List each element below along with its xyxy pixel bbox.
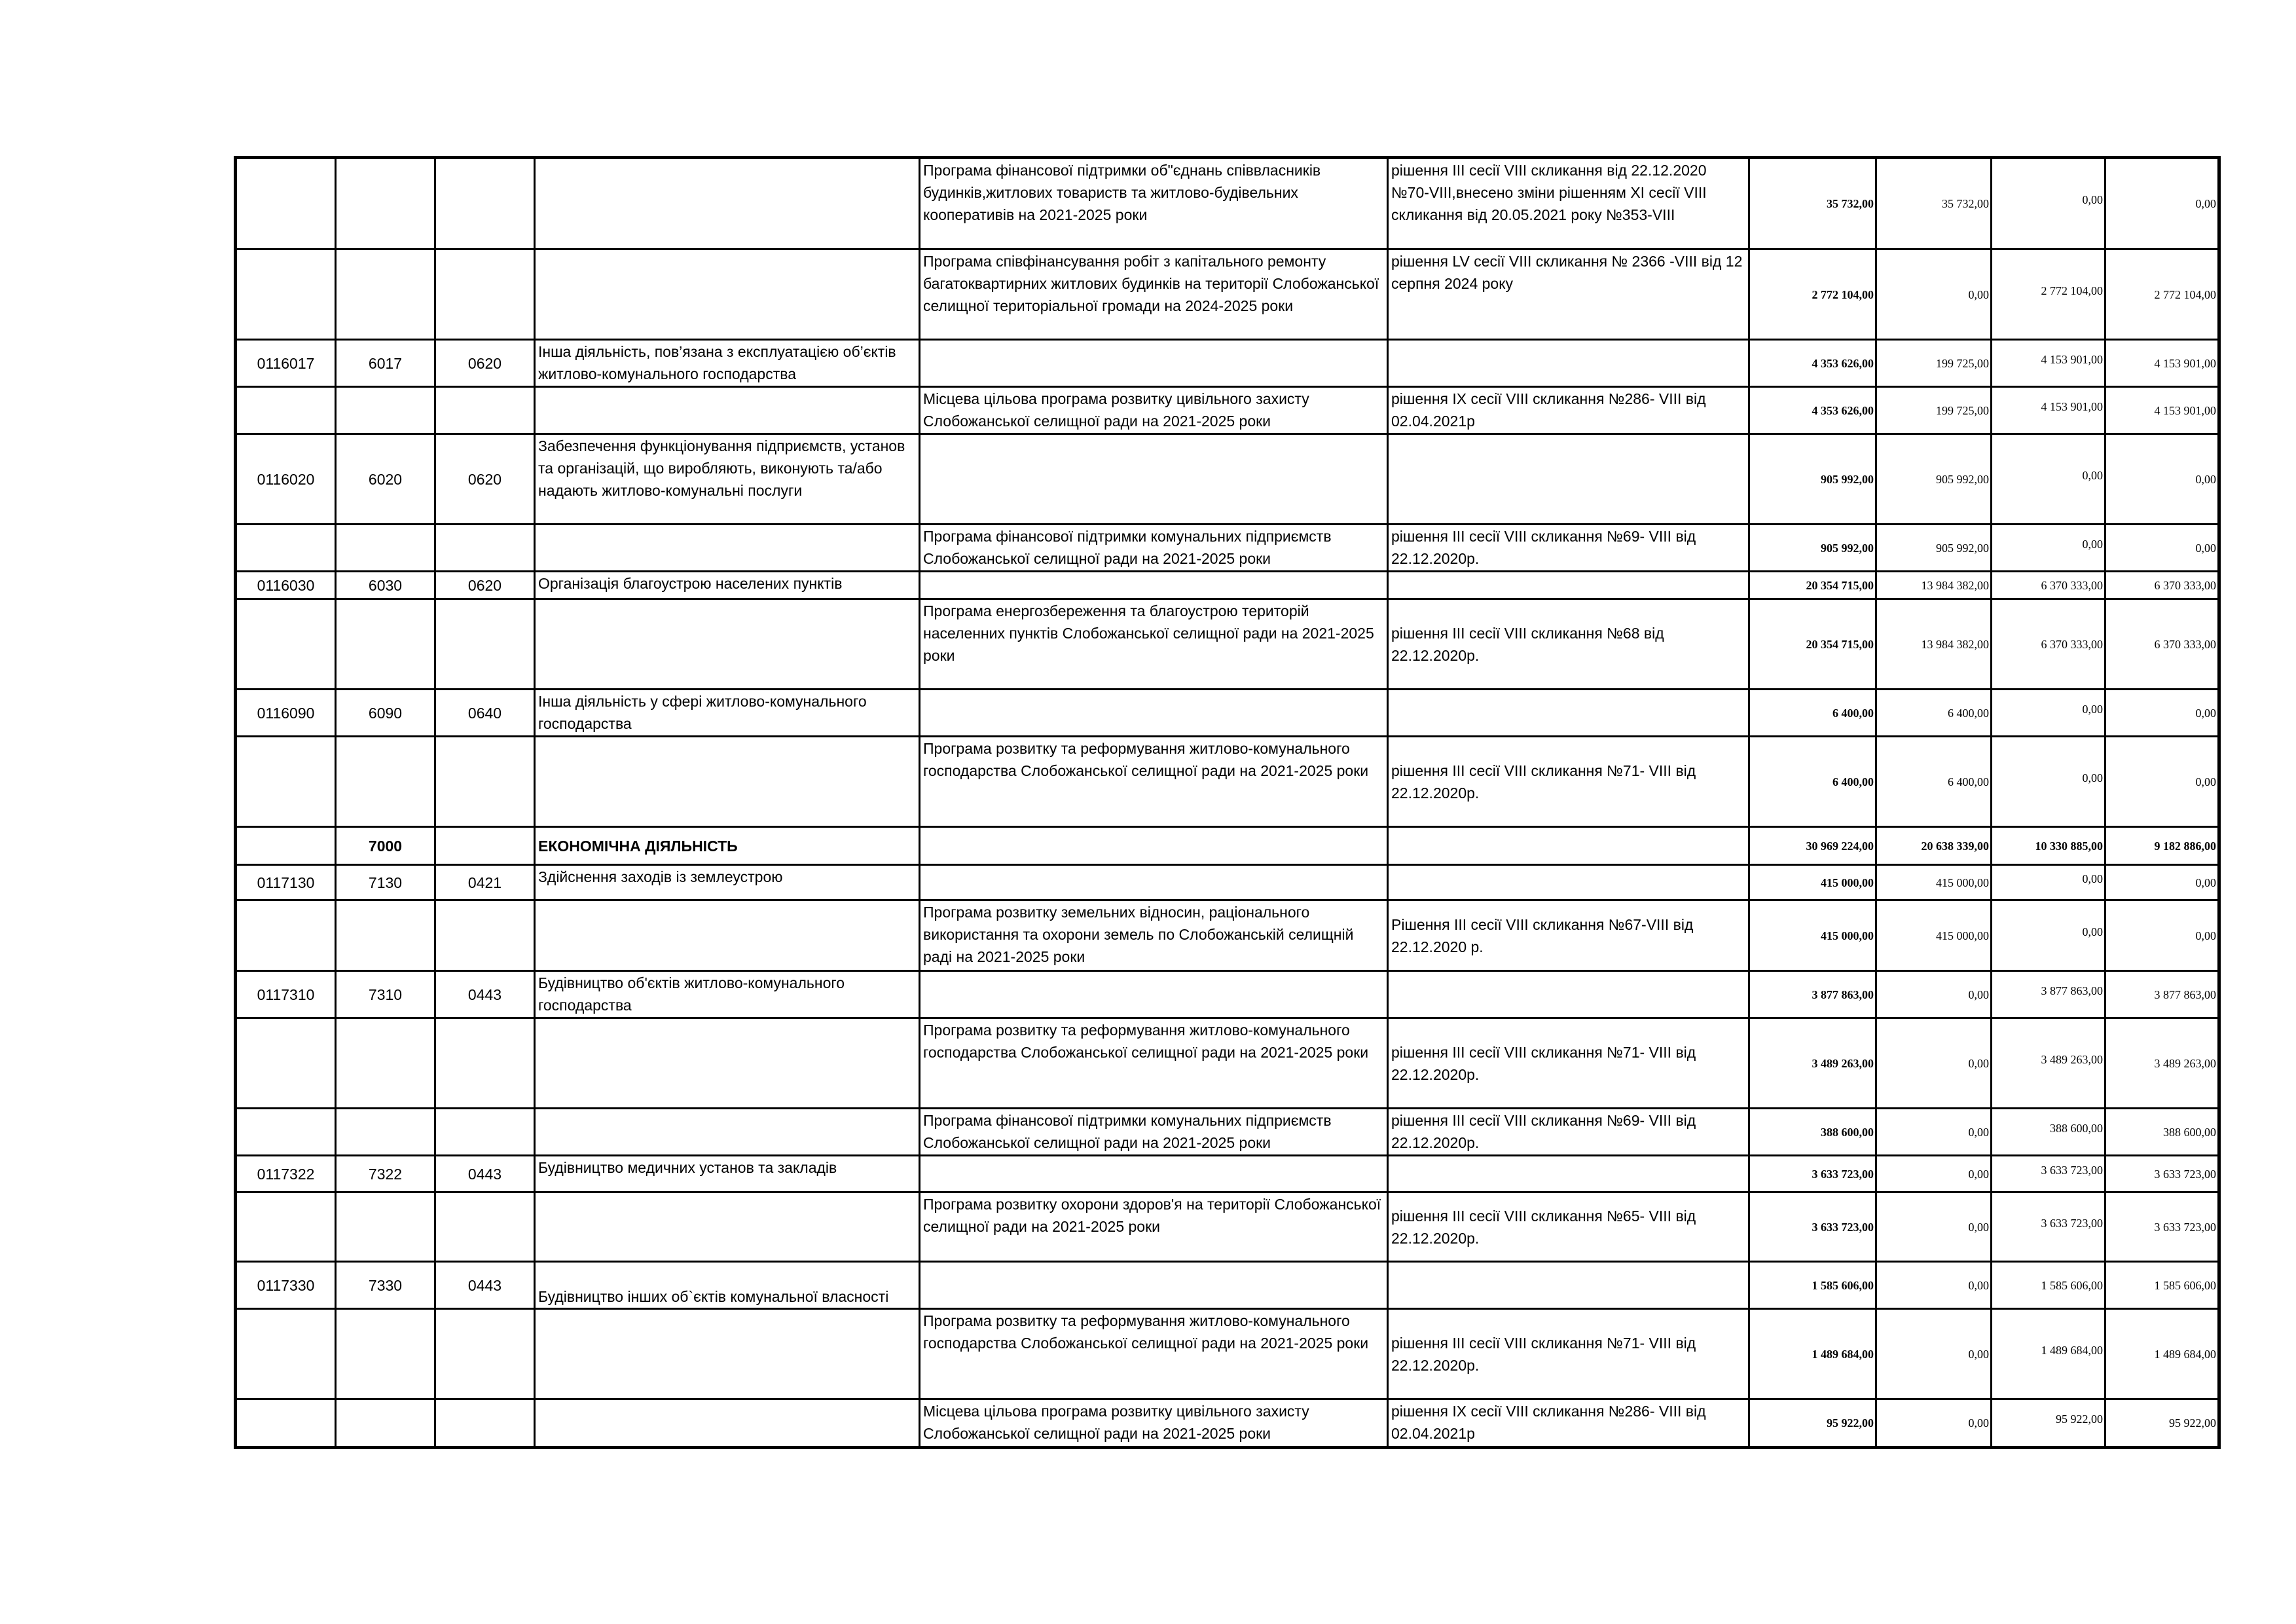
development-budget-cell: 1 489 684,00 <box>2105 1309 2219 1399</box>
program-cell: Програма фінансової підтримки об"єднань співвласників будинків,житлових товариств та житлово-будівельних кооперативів на 2021-2025 роки <box>920 158 1388 249</box>
name-cell <box>535 387 920 434</box>
general-fund-cell: 415 000,00 <box>1876 865 1992 900</box>
table-row <box>236 900 2219 971</box>
total-cell: 3 633 723,00 <box>1749 1156 1876 1192</box>
development-budget-cell: 4 153 901,00 <box>2105 387 2219 434</box>
name-cell <box>535 737 920 827</box>
name-cell: Будівництво об'єктів житлово-комунального господарства <box>535 971 920 1018</box>
development-budget-cell: 3 489 263,00 <box>2105 1018 2219 1109</box>
kfk-cell <box>336 158 435 249</box>
name-cell <box>535 1018 920 1109</box>
table-row <box>236 737 2219 827</box>
table-row <box>236 1109 2219 1156</box>
table-row <box>236 249 2219 340</box>
kpk-cell <box>236 900 336 971</box>
name-cell: Будівництво медичних установ та закладів <box>535 1156 920 1192</box>
program-cell <box>920 434 1388 525</box>
decision-cell: рішення ІІІ сесії VIII скликання №71- VIII від 22.12.2020р. <box>1388 1018 1749 1109</box>
kfkvk-cell <box>435 1192 535 1262</box>
kfkvk-cell <box>435 1399 535 1448</box>
general-fund-cell: 6 400,00 <box>1876 737 1992 827</box>
kpk-cell <box>236 1309 336 1399</box>
decision-cell <box>1388 971 1749 1018</box>
general-fund-cell: 0,00 <box>1876 1109 1992 1156</box>
kfk-cell <box>336 1192 435 1262</box>
table-row <box>236 434 2219 525</box>
kfkvk-cell <box>435 525 535 572</box>
kfkvk-cell <box>435 827 535 865</box>
program-cell: Програма енергозбереження та благоустрою територій населенних пунктів Слобожанської селищної ради на 2021-2025 роки <box>920 599 1388 690</box>
table-row <box>236 1018 2219 1109</box>
total-cell: 4 353 626,00 <box>1749 387 1876 434</box>
kfk-cell <box>336 1399 435 1448</box>
special-fund-cell: 0,00 <box>1992 158 2105 249</box>
program-cell <box>920 865 1388 900</box>
development-budget-cell: 0,00 <box>2105 900 2219 971</box>
name-cell: Забезпечення функціонування підприємств, установ та організацій, що виробляють, виконують та/або надають житлово-комунальні послуги <box>535 434 920 525</box>
kfkvk-cell <box>435 249 535 340</box>
development-budget-cell: 6 370 333,00 <box>2105 599 2219 690</box>
kpk-cell: 0117330 <box>236 1262 336 1309</box>
table-row <box>236 1309 2219 1399</box>
general-fund-cell: 13 984 382,00 <box>1876 572 1992 599</box>
kfkvk-cell <box>435 900 535 971</box>
development-budget-cell: 0,00 <box>2105 525 2219 572</box>
total-cell: 20 354 715,00 <box>1749 599 1876 690</box>
special-fund-cell: 10 330 885,00 <box>1992 827 2105 865</box>
general-fund-cell: 0,00 <box>1876 1192 1992 1262</box>
kfk-cell: 7130 <box>336 865 435 900</box>
table-row <box>236 599 2219 690</box>
kpk-cell <box>236 599 336 690</box>
special-fund-cell: 1 489 684,00 <box>1992 1309 2105 1399</box>
kpk-cell: 0117322 <box>236 1156 336 1192</box>
table-row-section <box>236 827 2219 865</box>
program-cell <box>920 971 1388 1018</box>
total-cell: 20 354 715,00 <box>1749 572 1876 599</box>
kpk-cell <box>236 387 336 434</box>
kfkvk-cell <box>435 1109 535 1156</box>
special-fund-cell: 0,00 <box>1992 865 2105 900</box>
table-row <box>236 572 2219 599</box>
program-cell: Програма співфінансування робіт з капітального ремонту багатоквартирних житлових будинків на території Слобожанської селищної територіальної громади на 2024-2025 роки <box>920 249 1388 340</box>
total-cell: 3 489 263,00 <box>1749 1018 1876 1109</box>
decision-cell: рішення ІІІ сесії VIII скликання №71- VIII від 22.12.2020р. <box>1388 737 1749 827</box>
table-row <box>236 158 2219 249</box>
special-fund-cell: 0,00 <box>1992 900 2105 971</box>
kfkvk-cell: 0421 <box>435 865 535 900</box>
name-cell <box>535 1192 920 1262</box>
kfkvk-cell: 0443 <box>435 971 535 1018</box>
development-budget-cell: 95 922,00 <box>2105 1399 2219 1448</box>
general-fund-cell: 0,00 <box>1876 249 1992 340</box>
general-fund-cell: 20 638 339,00 <box>1876 827 1992 865</box>
kfk-cell: 7000 <box>336 827 435 865</box>
development-budget-cell: 3 877 863,00 <box>2105 971 2219 1018</box>
program-cell <box>920 1156 1388 1192</box>
program-cell: Місцева цільова програма розвитку цивільного захисту Слобожанської селищної ради на 2021-2025 роки <box>920 1399 1388 1448</box>
kfkvk-cell: 0640 <box>435 690 535 737</box>
kfk-cell <box>336 1109 435 1156</box>
special-fund-cell: 4 153 901,00 <box>1992 387 2105 434</box>
special-fund-cell: 3 877 863,00 <box>1992 971 2105 1018</box>
special-fund-cell: 2 772 104,00 <box>1992 249 2105 340</box>
kfkvk-cell <box>435 158 535 249</box>
development-budget-cell: 0,00 <box>2105 434 2219 525</box>
table-row <box>236 1156 2219 1192</box>
kfkvk-cell <box>435 737 535 827</box>
decision-cell <box>1388 340 1749 387</box>
kfkvk-cell: 0620 <box>435 340 535 387</box>
special-fund-cell: 3 633 723,00 <box>1992 1156 2105 1192</box>
name-cell <box>535 1309 920 1399</box>
total-cell: 3 877 863,00 <box>1749 971 1876 1018</box>
name-cell: Здійснення заходів із землеустрою <box>535 865 920 900</box>
general-fund-cell: 0,00 <box>1876 1309 1992 1399</box>
special-fund-cell: 6 370 333,00 <box>1992 599 2105 690</box>
kpk-cell <box>236 1018 336 1109</box>
kpk-cell: 0117310 <box>236 971 336 1018</box>
decision-cell: рішення ІІІ сесії VIII скликання №68 від 22.12.2020р. <box>1388 599 1749 690</box>
decision-cell <box>1388 865 1749 900</box>
total-cell: 35 732,00 <box>1749 158 1876 249</box>
kfkvk-cell <box>435 387 535 434</box>
name-cell <box>535 525 920 572</box>
development-budget-cell: 2 772 104,00 <box>2105 249 2219 340</box>
total-cell: 388 600,00 <box>1749 1109 1876 1156</box>
total-cell: 415 000,00 <box>1749 900 1876 971</box>
name-cell <box>535 158 920 249</box>
kpk-cell: 0116020 <box>236 434 336 525</box>
kfk-cell <box>336 1018 435 1109</box>
table-row <box>236 1399 2219 1448</box>
kfk-cell: 6017 <box>336 340 435 387</box>
programs-table <box>234 156 2221 1449</box>
kfk-cell <box>336 1309 435 1399</box>
kfk-cell <box>336 525 435 572</box>
decision-cell: Рішення ІІІ сесії VIII скликання №67-VIII від 22.12.2020 р. <box>1388 900 1749 971</box>
kfk-cell: 6020 <box>336 434 435 525</box>
development-budget-cell: 6 370 333,00 <box>2105 572 2219 599</box>
program-cell <box>920 827 1388 865</box>
decision-cell: рішення ІХ сесії VIII скликання №286- VIII від 02.04.2021р <box>1388 387 1749 434</box>
decision-cell: рішення ІІІ сесії VIII скликання №65- VIII від 22.12.2020р. <box>1388 1192 1749 1262</box>
kfk-cell <box>336 599 435 690</box>
decision-cell <box>1388 1156 1749 1192</box>
name-cell <box>535 249 920 340</box>
table-row <box>236 971 2219 1018</box>
kfk-cell: 7310 <box>336 971 435 1018</box>
total-cell: 30 969 224,00 <box>1749 827 1876 865</box>
program-cell: Місцева цільова програма розвитку цивільного захисту Слобожанської селищної ради на 2021-2025 роки <box>920 387 1388 434</box>
total-cell: 6 400,00 <box>1749 737 1876 827</box>
program-cell: Програма фінансової підтримки комунальних підприємств Слобожанської селищної ради на 2021-2025 роки <box>920 1109 1388 1156</box>
general-fund-cell: 6 400,00 <box>1876 690 1992 737</box>
decision-cell <box>1388 434 1749 525</box>
table-row <box>236 340 2219 387</box>
table-row <box>236 525 2219 572</box>
kpk-cell <box>236 1109 336 1156</box>
development-budget-cell: 0,00 <box>2105 865 2219 900</box>
special-fund-cell: 388 600,00 <box>1992 1109 2105 1156</box>
kfk-cell <box>336 900 435 971</box>
general-fund-cell: 0,00 <box>1876 1399 1992 1448</box>
kfkvk-cell <box>435 1018 535 1109</box>
general-fund-cell: 0,00 <box>1876 1018 1992 1109</box>
general-fund-cell: 13 984 382,00 <box>1876 599 1992 690</box>
special-fund-cell: 3 633 723,00 <box>1992 1192 2105 1262</box>
special-fund-cell: 95 922,00 <box>1992 1399 2105 1448</box>
decision-cell: рішення ІІІ сесії VIII скликання №71- VIII від 22.12.2020р. <box>1388 1309 1749 1399</box>
kpk-cell <box>236 525 336 572</box>
kpk-cell: 0116017 <box>236 340 336 387</box>
total-cell: 3 633 723,00 <box>1749 1192 1876 1262</box>
total-cell: 1 585 606,00 <box>1749 1262 1876 1309</box>
total-cell: 95 922,00 <box>1749 1399 1876 1448</box>
general-fund-cell: 35 732,00 <box>1876 158 1992 249</box>
decision-cell <box>1388 690 1749 737</box>
general-fund-cell: 199 725,00 <box>1876 387 1992 434</box>
general-fund-cell: 0,00 <box>1876 971 1992 1018</box>
name-cell: Організація благоустрою населених пунктів <box>535 572 920 599</box>
general-fund-cell: 0,00 <box>1876 1262 1992 1309</box>
program-cell <box>920 690 1388 737</box>
total-cell: 1 489 684,00 <box>1749 1309 1876 1399</box>
total-cell: 2 772 104,00 <box>1749 249 1876 340</box>
special-fund-cell: 0,00 <box>1992 690 2105 737</box>
program-cell: Програма розвитку та реформування житлово-комунального господарства Слобожанської селищної ради на 2021-2025 роки <box>920 1018 1388 1109</box>
name-cell <box>535 1399 920 1448</box>
decision-cell <box>1388 827 1749 865</box>
general-fund-cell: 415 000,00 <box>1876 900 1992 971</box>
kpk-cell <box>236 249 336 340</box>
development-budget-cell: 9 182 886,00 <box>2105 827 2219 865</box>
development-budget-cell: 0,00 <box>2105 737 2219 827</box>
name-cell <box>535 1109 920 1156</box>
table-row <box>236 1262 2219 1309</box>
decision-cell: рішення ІІІ сесії VIII скликання №69- VIII від 22.12.2020р. <box>1388 525 1749 572</box>
special-fund-cell: 0,00 <box>1992 737 2105 827</box>
kpk-cell <box>236 1192 336 1262</box>
kpk-cell <box>236 827 336 865</box>
kfkvk-cell <box>435 1309 535 1399</box>
decision-cell <box>1388 572 1749 599</box>
development-budget-cell: 3 633 723,00 <box>2105 1192 2219 1262</box>
development-budget-cell: 1 585 606,00 <box>2105 1262 2219 1309</box>
decision-cell: рішення ІІІ сесії VIII скликання №69- VIII від 22.12.2020р. <box>1388 1109 1749 1156</box>
total-cell: 415 000,00 <box>1749 865 1876 900</box>
development-budget-cell: 0,00 <box>2105 158 2219 249</box>
table-row <box>236 690 2219 737</box>
decision-cell: рішення ІХ сесії VIII скликання №286- VIII від 02.04.2021р <box>1388 1399 1749 1448</box>
program-cell: Програма розвитку земельних відносин, раціонального використання та охорони земель по Слобожанській селищній раді на 2021-2025 роки <box>920 900 1388 971</box>
kpk-cell: 0116090 <box>236 690 336 737</box>
program-cell: Програма розвитку охорони здоров'я на території Слобожанської селищної ради на 2021-2025 роки <box>920 1192 1388 1262</box>
table-row <box>236 865 2219 900</box>
decision-cell: рішення LV сесії VIII скликання № 2366 -VIII від 12 серпня 2024 року <box>1388 249 1749 340</box>
kpk-cell <box>236 737 336 827</box>
kfk-cell <box>336 737 435 827</box>
kfk-cell: 6030 <box>336 572 435 599</box>
kfkvk-cell: 0443 <box>435 1262 535 1309</box>
general-fund-cell: 905 992,00 <box>1876 434 1992 525</box>
special-fund-cell: 4 153 901,00 <box>1992 340 2105 387</box>
kpk-cell: 0116030 <box>236 572 336 599</box>
kfkvk-cell: 0620 <box>435 572 535 599</box>
total-cell: 4 353 626,00 <box>1749 340 1876 387</box>
total-cell: 6 400,00 <box>1749 690 1876 737</box>
special-fund-cell: 0,00 <box>1992 434 2105 525</box>
special-fund-cell: 1 585 606,00 <box>1992 1262 2105 1309</box>
development-budget-cell: 388 600,00 <box>2105 1109 2219 1156</box>
table-row <box>236 1192 2219 1262</box>
total-cell: 905 992,00 <box>1749 525 1876 572</box>
kfkvk-cell <box>435 599 535 690</box>
development-budget-cell: 3 633 723,00 <box>2105 1156 2219 1192</box>
program-cell: Програма розвитку та реформування житлово-комунального господарства Слобожанської селищної ради на 2021-2025 роки <box>920 737 1388 827</box>
kpk-cell <box>236 1399 336 1448</box>
decision-cell: рішення ІІІ сесії VIII скликання від 22.12.2020 №70-VIII,внесено зміни рішенням XI сесії VIII скликання від 20.05.2021 року №353-VIII <box>1388 158 1749 249</box>
name-cell: Інша діяльність, пов’язана з експлуатацією об’єктів житлово-комунального господарства <box>535 340 920 387</box>
table-row <box>236 387 2219 434</box>
kpk-cell: 0117130 <box>236 865 336 900</box>
kfk-cell: 7322 <box>336 1156 435 1192</box>
special-fund-cell: 0,00 <box>1992 525 2105 572</box>
development-budget-cell: 4 153 901,00 <box>2105 340 2219 387</box>
kfk-cell: 6090 <box>336 690 435 737</box>
program-cell <box>920 340 1388 387</box>
name-cell <box>535 599 920 690</box>
name-cell: ЕКОНОМІЧНА ДІЯЛЬНІСТЬ <box>535 827 920 865</box>
kfkvk-cell: 0620 <box>435 434 535 525</box>
special-fund-cell: 3 489 263,00 <box>1992 1018 2105 1109</box>
special-fund-cell: 6 370 333,00 <box>1992 572 2105 599</box>
kfk-cell <box>336 387 435 434</box>
general-fund-cell: 905 992,00 <box>1876 525 1992 572</box>
program-cell <box>920 572 1388 599</box>
name-cell: Будівництво інших об`єктів комунальної власності <box>535 1262 920 1309</box>
total-cell: 905 992,00 <box>1749 434 1876 525</box>
general-fund-cell: 0,00 <box>1876 1156 1992 1192</box>
general-fund-cell: 199 725,00 <box>1876 340 1992 387</box>
program-cell <box>920 1262 1388 1309</box>
kfk-cell <box>336 249 435 340</box>
kfk-cell: 7330 <box>336 1262 435 1309</box>
program-cell: Програма фінансової підтримки комунальних підприємств Слобожанської селищної ради на 2021-2025 роки <box>920 525 1388 572</box>
development-budget-cell: 0,00 <box>2105 690 2219 737</box>
name-cell <box>535 900 920 971</box>
name-cell: Інша діяльність у сфері житлово-комунального господарства <box>535 690 920 737</box>
decision-cell <box>1388 1262 1749 1309</box>
kpk-cell <box>236 158 336 249</box>
program-cell: Програма розвитку та реформування житлово-комунального господарства Слобожанської селищної ради на 2021-2025 роки <box>920 1309 1388 1399</box>
kfkvk-cell: 0443 <box>435 1156 535 1192</box>
